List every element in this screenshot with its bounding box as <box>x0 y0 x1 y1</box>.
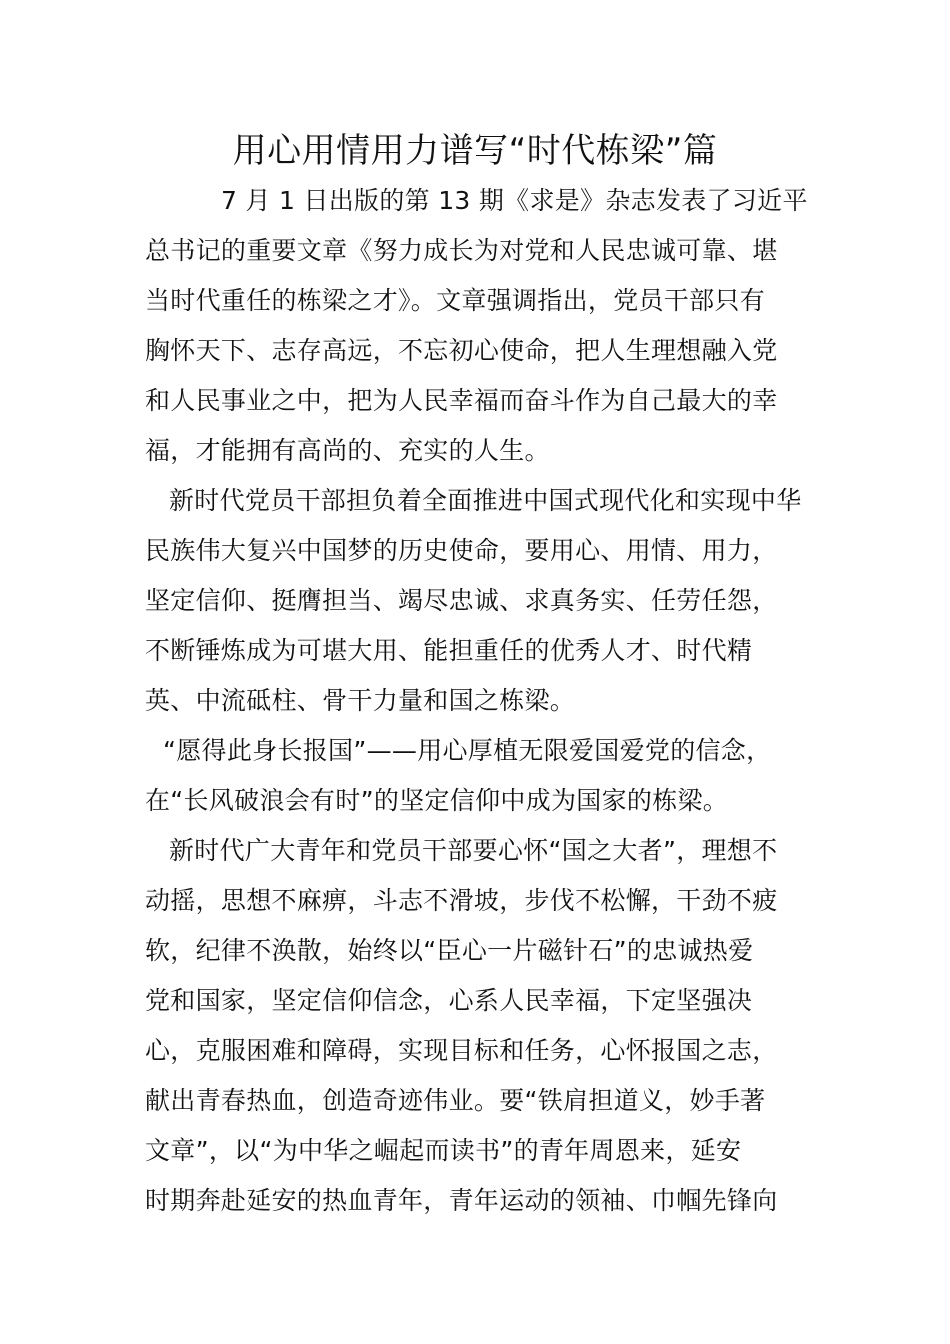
text-line: 时期奔赴延安的热血青年，青年运动的领袖、巾帼先锋向 <box>145 1186 778 1215</box>
text-line: 福，才能拥有高尚的、充实的人生。 <box>145 436 550 465</box>
text-line: 不断锤炼成为可堪大用、能担重任的优秀人才、时代精 <box>145 636 753 665</box>
text-line: 党和国家，坚定信仰信念，心系人民幸福，下定坚强决 <box>145 986 753 1015</box>
text-line: 新时代广大青年和党员干部要心怀“国之大者”，理想不 <box>169 836 778 865</box>
paragraph-1 <box>145 176 808 476</box>
document-body <box>145 176 808 1226</box>
text-line: 献出青春热血，创造奇迹伟业。要“铁肩担道义，妙手著 <box>145 1086 766 1115</box>
text-line: 总书记的重要文章《努力成长为对党和人民忠诚可靠、堪 <box>145 236 778 265</box>
text-line: 胸怀天下、志存高远，不忘初心使命，把人生理想融入党 <box>145 336 778 365</box>
text-line: 心，克服困难和障碍，实现目标和任务，心怀报国之志， <box>145 1036 778 1065</box>
paragraph-2 <box>145 476 805 726</box>
text-line: 民族伟大复兴中国梦的历史使命，要用心、用情、用力， <box>145 536 778 565</box>
text-line: 在“长风破浪会有时”的坚定信仰中成为国家的栋梁。 <box>145 786 729 815</box>
text-line: 动摇，思想不麻痹，斗志不滑坡，步伐不松懈，干劲不疲 <box>145 886 778 915</box>
paragraph-3 <box>145 726 805 826</box>
text-line: “愿得此身长报国”——用心厚植无限爱国爱党的信念， <box>163 736 772 765</box>
text-line: 7 月 1 日出版的第 13 期《求是》杂志发表了习近平 <box>221 186 808 215</box>
document-title: 用心用情用力谱写“时代栋梁”篇 <box>232 131 718 171</box>
text-line: 和人民事业之中，把为人民幸福而奋斗作为自己最大的幸 <box>145 386 778 415</box>
text-line: 坚定信仰、挺膺担当、竭尽忠诚、求真务实、任劳任怨， <box>145 586 778 615</box>
text-line: 软，纪律不涣散，始终以“臣心一片磁针石”的忠诚热爱 <box>145 936 754 965</box>
paragraph-4 <box>145 826 805 1226</box>
text-line: 当时代重任的栋梁之才》。文章强调指出，党员干部只有 <box>145 286 766 315</box>
text-line: 新时代党员干部担负着全面推进中国式现代化和实现中华 <box>169 486 802 515</box>
text-line: 英、中流砥柱、骨干力量和国之栋梁。 <box>145 686 576 715</box>
text-line: 文章”，以“为中华之崛起而读书”的青年周恩来，延安 <box>145 1136 742 1165</box>
